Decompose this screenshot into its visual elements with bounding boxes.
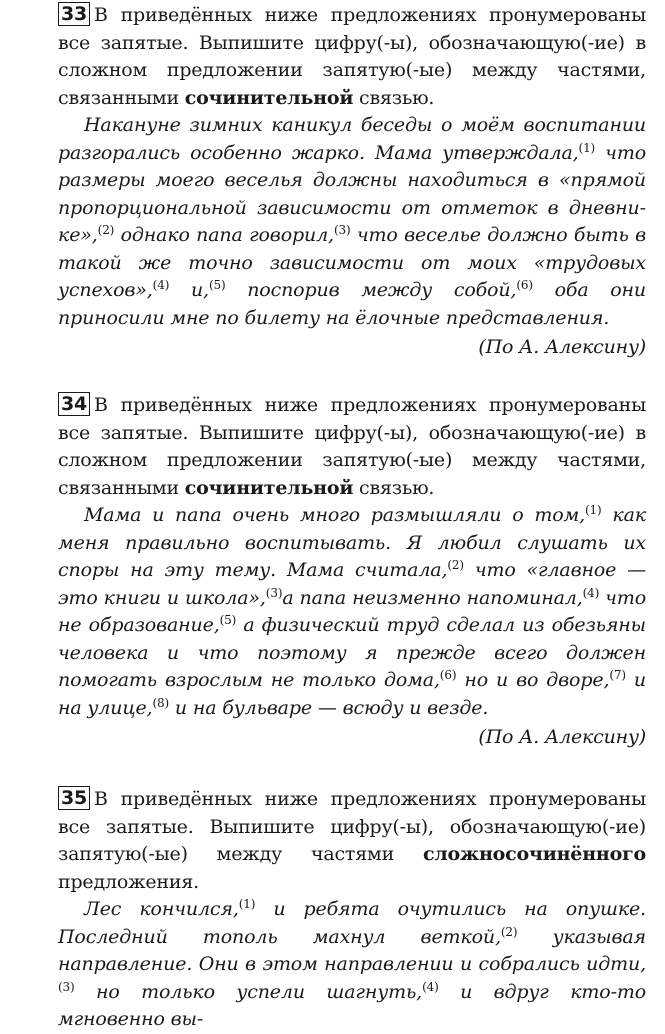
page [58, 2, 646, 1034]
comma-number: (1) [585, 503, 602, 517]
text-segment: указывая направление. Они в этом направлении и собрались идти, [58, 925, 646, 975]
comma-number: (4) [582, 585, 600, 600]
instruction-emphasis: сложносочинённого [422, 843, 646, 865]
task-instruction [58, 786, 646, 896]
text-segment: и ребята очутились на опушке. Последний тополь махнул веткой, [58, 898, 646, 948]
comma-number: (1) [578, 140, 596, 155]
comma-number: (5) [208, 278, 226, 292]
task-number: 34 [58, 392, 90, 416]
task-35 [58, 786, 646, 1034]
text-segment: что размеры моего веселья должны находиться в «прямой пропорциональной зависимости от отметок в дневнике», [58, 141, 646, 246]
task-instruction [58, 2, 646, 112]
text-segment: а физический труд сделал из обезьяны человека и что поэтому я прежде всего должен помогать взрослым не только дома, [58, 614, 646, 691]
source-text: (По А. Алексину) [478, 726, 646, 748]
text-segment: однако папа говорил, [114, 224, 334, 246]
text-segment: как меня правильно воспитывать. Я любил слушать их споры на эту тему. Мама считала, [58, 504, 646, 581]
comma-number: (3) [58, 979, 75, 994]
instruction-text: предложения. [58, 870, 199, 893]
task-instruction [58, 392, 646, 502]
text-segment: Мама и папа очень много размышляли о том, [84, 504, 585, 526]
text-segment: и, [169, 279, 209, 301]
source-attribution [58, 332, 646, 362]
text-segment: поспорив между собой, [225, 279, 517, 301]
spacer [58, 752, 646, 786]
task-number: 33 [58, 2, 90, 26]
task-text [58, 502, 646, 722]
text-segment: и на бульваре — всюду и везде. [169, 696, 489, 719]
comma-number: (2) [500, 924, 518, 939]
text-segment: и на улице, [58, 669, 646, 719]
instruction-text: связью. [353, 476, 435, 499]
comma-number: (3) [333, 223, 351, 237]
source-text: (По А. Алексину) [478, 336, 646, 358]
comma-number: (1) [238, 897, 256, 911]
spacer [58, 362, 646, 392]
source-attribution [58, 722, 646, 752]
comma-number: (2) [97, 223, 115, 237]
instruction-text: В приведённых ниже предложениях пронумерованы все запятые. Выпишите цифру(-ы), обозначающую(-ие) в сложном предложении запятую(-ые) между частями, связанными [58, 4, 646, 109]
task-text [58, 896, 646, 1034]
text-segment: что не образование, [58, 586, 646, 636]
comma-number: (7) [609, 668, 626, 682]
instruction-text: связью. [353, 86, 435, 109]
task-text [58, 112, 646, 332]
comma-number: (5) [219, 613, 237, 627]
comma-number: (6) [516, 278, 533, 292]
instruction-text: В приведённых ниже предложениях пронумерованы все запятые. Выпишите цифру(-ы), обозначающую(-ие) запятую(-ые) между частями [58, 788, 646, 865]
instruction-emphasis: сочинительной [184, 476, 354, 499]
comma-number: (6) [439, 668, 457, 682]
task-33 [58, 2, 646, 362]
text-segment: но только успели шагнуть, [74, 980, 423, 1003]
text-segment: Лес кончился, [84, 898, 239, 920]
instruction-emphasis: сочинительной [184, 86, 354, 109]
text-segment: оба они приносили мне по билету на ёлочные представления. [58, 279, 646, 329]
text-segment: что «главное — это книги и школа», [58, 559, 646, 609]
text-segment: Накануне зимних каникул беседы о моём воспитании разгорались особенно жарко. Мама утверждала, [58, 114, 646, 164]
comma-number: (2) [447, 558, 464, 572]
text-segment: но и во дворе, [456, 669, 610, 691]
task-34 [58, 392, 646, 752]
comma-number: (4) [422, 979, 439, 994]
task-number: 35 [58, 786, 90, 810]
comma-number: (3) [265, 585, 283, 600]
instruction-text: В приведённых ниже предложениях пронумерованы все запятые. Выпишите цифру(-ы), обозначающую(-ие) в сложном предложении запятую(-ые) между частями, связанными [58, 394, 646, 499]
text-segment: что веселье должно быть в такой же точно зависимости от моих «трудовых успехов», [58, 224, 646, 301]
text-segment: и вдруг кто-то мгновенно вы- [58, 980, 646, 1030]
text-segment: а папа неизменно напоминал, [282, 586, 583, 609]
comma-number: (8) [152, 695, 169, 710]
comma-number: (4) [152, 278, 170, 292]
